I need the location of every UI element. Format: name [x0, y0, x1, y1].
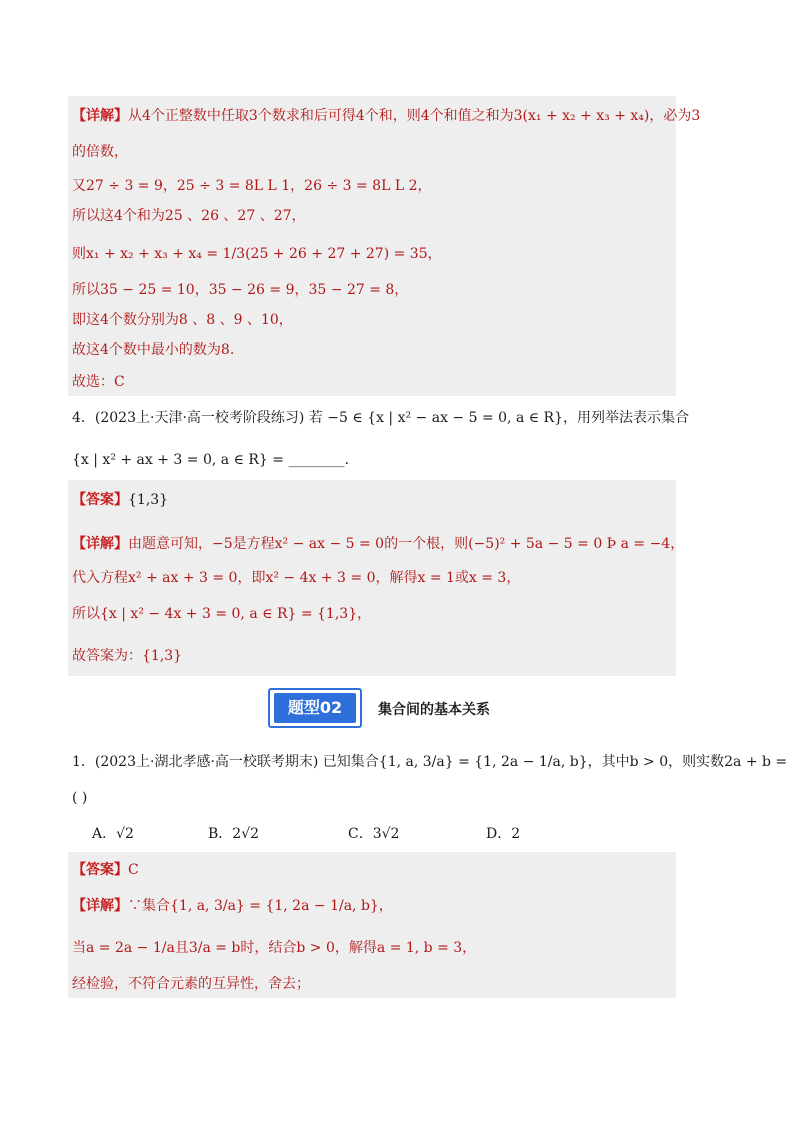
solution-text: 从4个正整数中任取3个数求和后可得4个和，则4个和值之和为3(x₁ + x₂ + x₃ + x₄)，必为3: [128, 108, 701, 124]
answer-1-detail-2: 当a = 2a − 1/a且3/a = b时，结合b > 0，解得a = 1, b = 3，: [72, 940, 477, 956]
option-a: A．√2: [92, 826, 134, 842]
section-badge-label: 题型02: [274, 693, 356, 723]
answer-1-detail-1: [72, 896, 393, 916]
answer-4-detail-4: 故答案为：{1,3}: [72, 648, 183, 664]
answer-tag: 【答案】: [72, 862, 128, 878]
answer-4-detail-2: 代入方程x² + ax + 3 = 0，即x² − 4x + 3 = 0，解得x = 1或x = 3，: [72, 570, 521, 586]
solution-line-3: 又27 ÷ 3 = 9，25 ÷ 3 = 8L L 1，26 ÷ 3 = 8L L 2，: [72, 178, 432, 194]
solution-line-8: 故这4个数中最小的数为8.: [72, 342, 235, 358]
answer-tag: 【答案】: [72, 492, 128, 508]
detail-tag: 【详解】: [72, 108, 128, 124]
answer-1-detail-3: 经检验，不符合元素的互异性，舍去；: [72, 976, 310, 992]
question-1-line-2: ( ): [72, 790, 88, 806]
answer-value: {1,3}: [128, 492, 169, 508]
answer-value: C: [128, 862, 139, 878]
answer-4-detail-1: [72, 534, 684, 554]
solution-line-4: 所以这4个和为25 、26 、27 、27，: [72, 208, 306, 224]
detail-text: 由题意可知，−5是方程x² − ax − 5 = 0的一个根，则(−5)² + 5a − 5 = 0 Þ a = −4，: [128, 536, 685, 552]
answer-4-line: [72, 490, 168, 510]
solution-line-9: 故选：C: [72, 374, 125, 390]
option-c: C．3√2: [348, 826, 400, 842]
solution-line-1: [72, 106, 700, 126]
solution-line-2: 的倍数，: [72, 144, 128, 160]
detail-tag: 【详解】: [72, 898, 128, 914]
option-d: D．2: [486, 826, 521, 842]
question-4-line-2: {x | x² + ax + 3 = 0, a ∈ R} = ________.: [72, 452, 349, 468]
answer-4-detail-3: 所以{x | x² − 4x + 3 = 0, a ∈ R} = {1,3}，: [72, 606, 372, 622]
detail-tag: 【详解】: [72, 536, 128, 552]
section-badge: [268, 688, 362, 728]
question-4-line-1: 4．(2023上·天津·高一校考阶段练习) 若 −5 ∈ {x | x² − ax − 5 = 0, a ∈ R}，用列举法表示集合: [72, 410, 689, 426]
section-title: 集合间的基本关系: [378, 702, 490, 718]
option-b: B．2√2: [208, 826, 260, 842]
solution-line-7: 即这4个数分别为8 、8 、9 、10，: [72, 312, 293, 328]
solution-line-5: 则x₁ + x₂ + x₃ + x₄ = 1/3(25 + 26 + 27 + 27) = 35，: [72, 246, 442, 262]
answer-1-line: [72, 860, 139, 880]
solution-line-6: 所以35 − 25 = 10，35 − 26 = 9，35 − 27 = 8，: [72, 282, 409, 298]
question-1-line-1: 1．(2023上·湖北孝感·高一校联考期末) 已知集合{1, a, 3/a} = {1, 2a − 1/a, b}，其中b > 0，则实数2a + b =: [72, 754, 788, 770]
detail-text: ∵集合{1, a, 3/a} = {1, 2a − 1/a, b}，: [128, 898, 393, 914]
